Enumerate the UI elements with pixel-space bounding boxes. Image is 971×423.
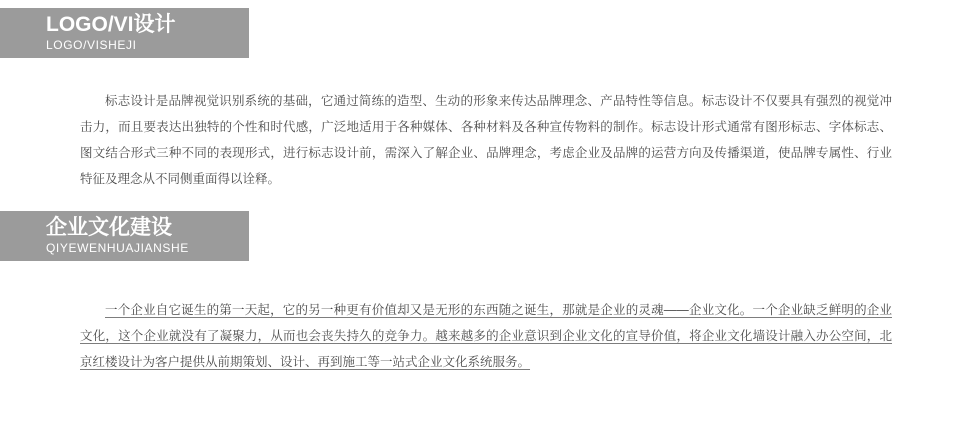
- paragraph-text: 标志设计是品牌视觉识别系统的基础，它通过简练的造型、生动的形象来传达品牌理念、产品特性等信息。标志设计不仅要具有强烈的视觉冲击力，而且要表达出独特的个性和时代感，广泛地适用于各种媒体、各种材料及各种宣传物料的制作。标志设计形式通常有图形标志、字体标志、图文结合形式三种不同的表现形式，进行标志设计前，需深入了解企业、品牌理念，考虑企业及品牌的运营方向及传播渠道，使品牌专属性、行业特征及理念从不同侧重面得以诠释。: [80, 94, 892, 186]
- section-title-cn: LOGO/VI设计: [46, 13, 176, 36]
- section-title-en: LOGO/VISHEJI: [46, 38, 137, 52]
- section-title-en: QIYEWENHUAJIANSHE: [46, 241, 189, 255]
- section-header-culture: [0, 211, 249, 261]
- paragraph-text: 一个企业自它诞生的第一天起，它的另一种更有价值却又是无形的东西随之诞生，那就是企业的灵魂——企业文化。一个企业缺乏鲜明的企业文化，这个企业就没有了凝聚力，从而也会丧失持久的竞争力。越来越多的企业意识到企业文化的宣导价值，将企业文化墙设计融入办公空间，北京红楼设计为客户提供从前期策划、设计、再到施工等一站式企业文化系统服务。: [80, 303, 892, 369]
- section-header-logo-vi: [0, 8, 249, 58]
- section-body-logo-vi: [80, 88, 892, 192]
- section-title-cn: 企业文化建设: [46, 216, 172, 239]
- section-body-culture: [80, 297, 892, 375]
